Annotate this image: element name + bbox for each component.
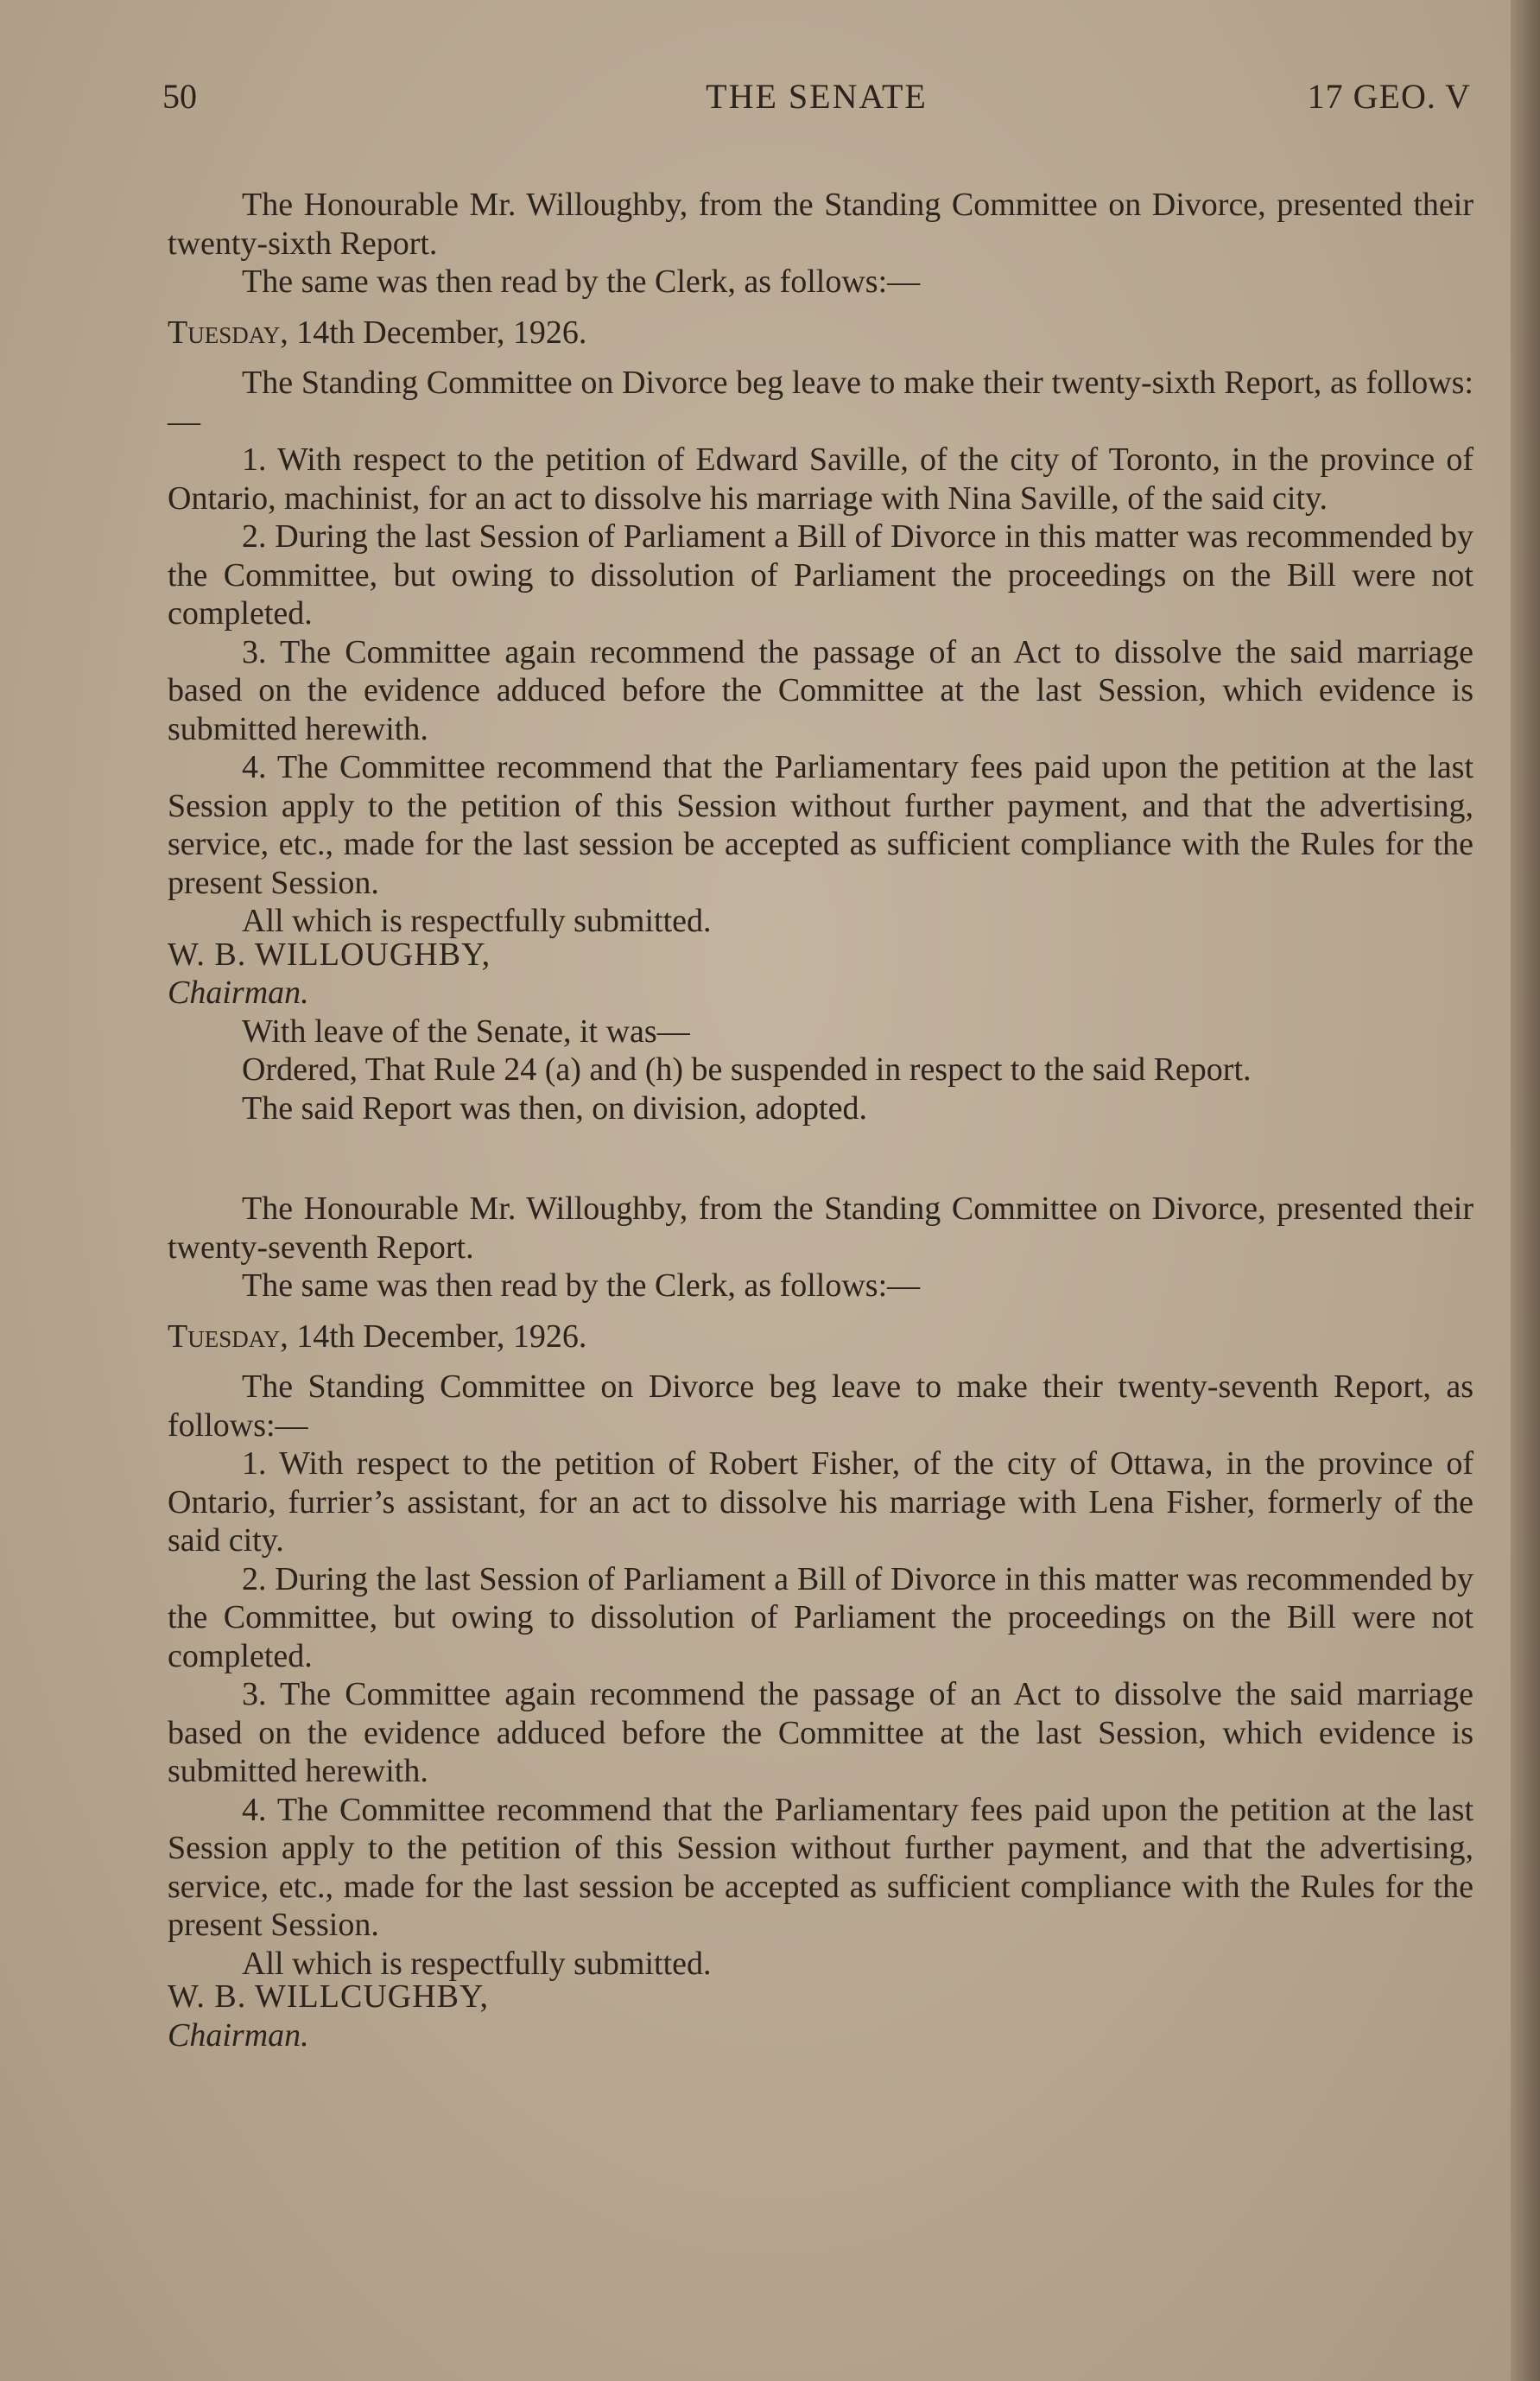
report-item: 3. The Committee again recommend the passage of an Act to dissolve the said marriage based on the evidence adduced before the Committee at the last Session, which evidence is submitted herewith. [168,633,1473,747]
leave-line: With leave of the Senate, it was— [242,1013,690,1050]
report-closing: All which is respectfully submitted. [242,1945,712,1982]
report-item: 4. The Committee recommend that the Parliamentary fees paid upon the petition at the last Session apply to the petition of this Session without further payment, and that the advertising, service, etc., made for the last session be accepted as sufficient compliance with the Rules for the present Session. [168,749,1473,901]
signature-title: Chairman. [168,2016,309,2054]
report-item: 3. The Committee again recommend the passage of an Act to dissolve the said marriage based on the evidence adduced before the Committee at the last Session, which evidence is submitted herewith. [168,1676,1473,1789]
report-date-rest: , 14th December, 1926. [280,314,587,351]
report-opening: The Standing Committee on Divorce beg leave to make their twenty-sixth Report, as follows:— [168,365,1473,440]
running-header [162,76,1471,119]
report-twenty-sixth [168,186,1473,1127]
report-date-rest: , 14th December, 1926. [280,1317,587,1355]
signature-name: W. B. WILLOUGHBY, [168,936,491,973]
report-read-line: The same was then read by the Clerk, as follows:— [242,1267,921,1304]
report-twenty-seventh [168,1190,1473,2054]
page-body [168,186,1473,2054]
report-date-day: Tuesday [168,314,281,351]
page-edge-shadow [1511,0,1540,2381]
report-read-line: The same was then read by the Clerk, as follows:— [242,263,921,300]
adopted-line: The said Report was then, on division, adopted. [242,1089,867,1127]
report-intro: The Honourable Mr. Willoughby, from the Standing Committee on Divorce, presented their twenty-sixth Report. [168,187,1473,262]
signature-title: Chairman. [168,975,309,1011]
section-separator [168,1127,1473,1190]
ordered-line: Ordered, That Rule 24 (a) and (h) be suspended in respect to the said Report. [242,1051,1252,1088]
report-item: 2. During the last Session of Parliament a Bill of Divorce in this matter was recommended by the Committee, but owing to dissolution of Parliament the proceedings on the Bill were not completed. [168,1560,1473,1674]
report-closing: All which is respectfully submitted. [242,903,712,939]
report-date [168,314,1473,352]
report-date-day: Tuesday [168,1317,281,1355]
report-item: 1. With respect to the petition of Edward Saville, of the city of Toronto, in the province of Ontario, machinist, for an act to dissolve his marriage with Nina Saville, of the said city. [168,441,1473,517]
page-number: 50 [162,77,197,116]
report-item: 4. The Committee recommend that the Parliamentary fees paid upon the petition at the last Session apply to the petition of this Session without further payment, and that the advertising, service, etc., made for the last session be accepted as sufficient compliance with the Rules for the present Session. [168,1791,1473,1943]
report-item: 1. With respect to the petition of Robert Fisher, of the city of Ottawa, in the province of Ontario, furrier’s assistant, for an act to dissolve his marriage with Lena Fisher, formerly of the said city. [168,1445,1473,1559]
report-item: 2. During the last Session of Parliament a Bill of Divorce in this matter was recommended by the Committee, but owing to dissolution of Parliament the proceedings on the Bill were not completed. [168,518,1473,632]
session-label: 17 GEO. V [1307,77,1471,116]
report-date [168,1317,1473,1356]
signature-name: W. B. WILLCUGHBY, [168,1978,490,2015]
report-intro: The Honourable Mr. Willoughby, from the Standing Committee on Divorce, presented their twenty-seventh Report. [168,1190,1473,1266]
running-head: THE SENATE [706,77,928,116]
report-opening: The Standing Committee on Divorce beg leave to make their twenty-seventh Report, as follows:— [168,1368,1473,1444]
